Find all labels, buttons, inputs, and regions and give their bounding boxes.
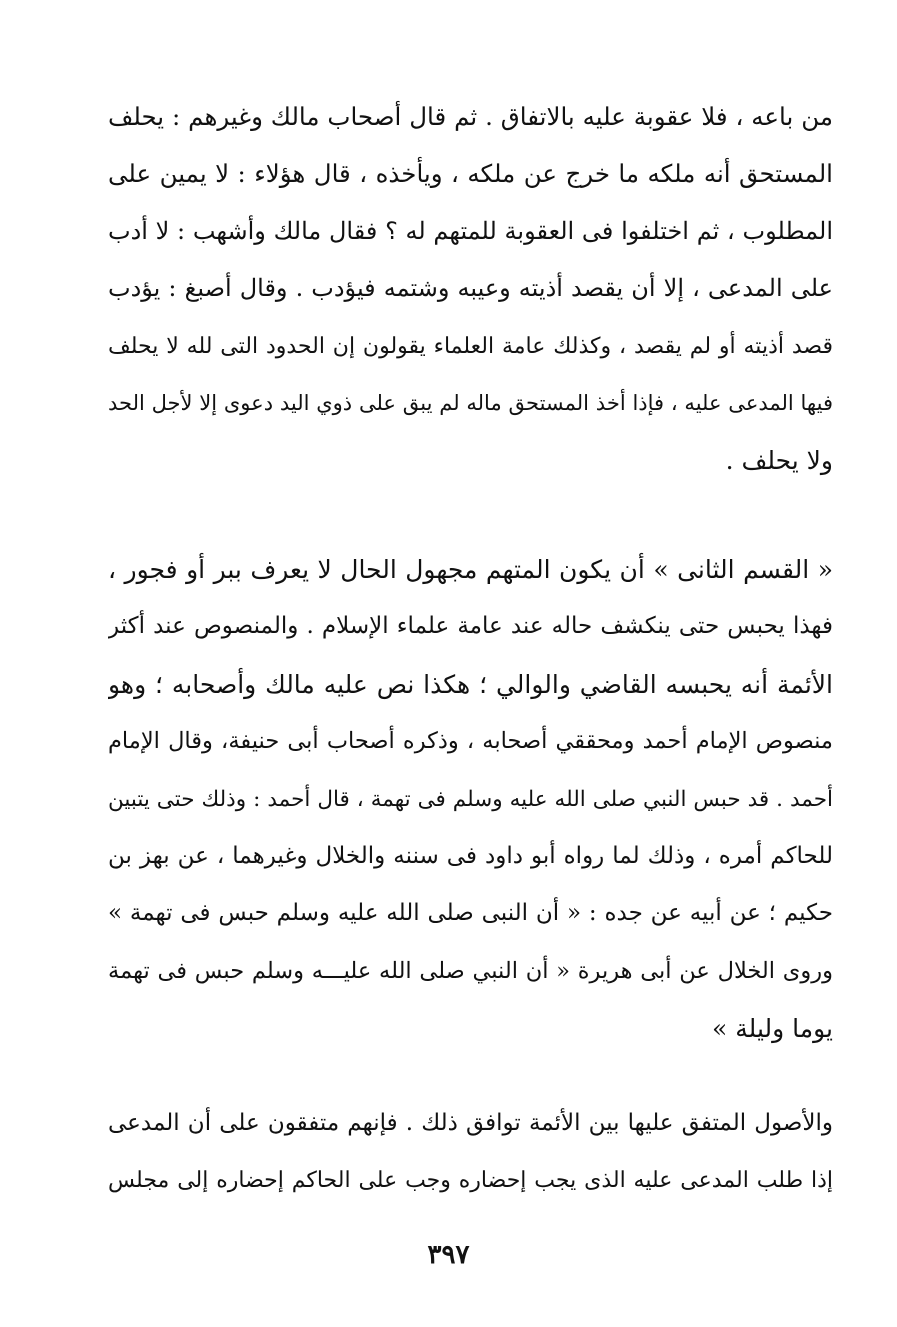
- text-line: فهذا يحبس حتى ينكشف حاله عند عامة علماء الإسلام . والمنصوص عند أكثر: [108, 613, 833, 640]
- text-line: المستحق أنه ملكه ما خرج عن ملكه ، ويأخذه ، قال هؤلاء : لا يمين على: [108, 159, 833, 189]
- text-line: يوما وليلة »: [712, 1014, 833, 1044]
- page-number: ٣٩٧: [427, 1240, 470, 1270]
- paragraph-3: [108, 1095, 833, 1210]
- text-line: من باعه ، فلا عقوبة عليه بالاتفاق . ثم قال أصحاب مالك وغيرهم : يحلف: [108, 102, 833, 131]
- text-line: منصوص الإمام أحمد ومحققي أصحابه ، وذكره أصحاب أبى حنيفة، وقال الإمام: [108, 728, 833, 755]
- text-line: أحمد . قد حبس النبي صلى الله عليه وسلم فى تهمة ، قال أحمد : وذلك حتى يتبين: [108, 786, 833, 812]
- paragraph-2: [108, 541, 833, 1058]
- text-line: فيها المدعى عليه ، فإذا أخذ المستحق ماله لم يبق على ذوي اليد دعوى إلا لأجل الحد: [108, 390, 833, 415]
- text-line: للحاكم أمره ، وذلك لما رواه أبو داود فى سننه والخلال وغيرهما ، عن بهز بن: [108, 842, 833, 869]
- text-line: المطلوب ، ثم اختلفوا فى العقوبة للمتهم له ؟ فقال مالك وأشهب : لا أدب: [108, 216, 833, 245]
- text-line: والأصول المتفق عليها بين الأئمة توافق ذلك . فإنهم متفقون على أن المدعى: [108, 1110, 833, 1136]
- text-line: « القسم الثانى » أن يكون المتهم مجهول الحال لا يعرف ببر أو فجور ،: [108, 555, 833, 584]
- text-line: حكيم ؛ عن أبيه عن جده : « أن النبى صلى الله عليه وسلم حبس فى تهمة »: [108, 900, 833, 927]
- text-line: إذا طلب المدعى عليه الذى يجب إحضاره وجب على الحاكم إحضاره إلى مجلس: [108, 1168, 833, 1194]
- text-line: قصد أذيته أو لم يقصد ، وكذلك عامة العلماء يقولون إن الحدود التى لله لا يحلف: [108, 333, 833, 359]
- text-line: وروى الخلال عن أبى هريرة « أن النبي صلى الله عليـــه وسلم حبس فى تهمة: [108, 957, 833, 984]
- text-line: ولا يحلف .: [725, 446, 833, 476]
- text-line: الأئمة أنه يحبسه القاضي والوالي ؛ هكذا نص عليه مالك وأصحابه ؛ وهو: [108, 669, 833, 699]
- text-line: على المدعى ، إلا أن يقصد أذيته وعيبه وشتمه فيؤدب . وقال أصبغ : يؤدب: [108, 274, 833, 303]
- paragraph-1: [108, 88, 833, 490]
